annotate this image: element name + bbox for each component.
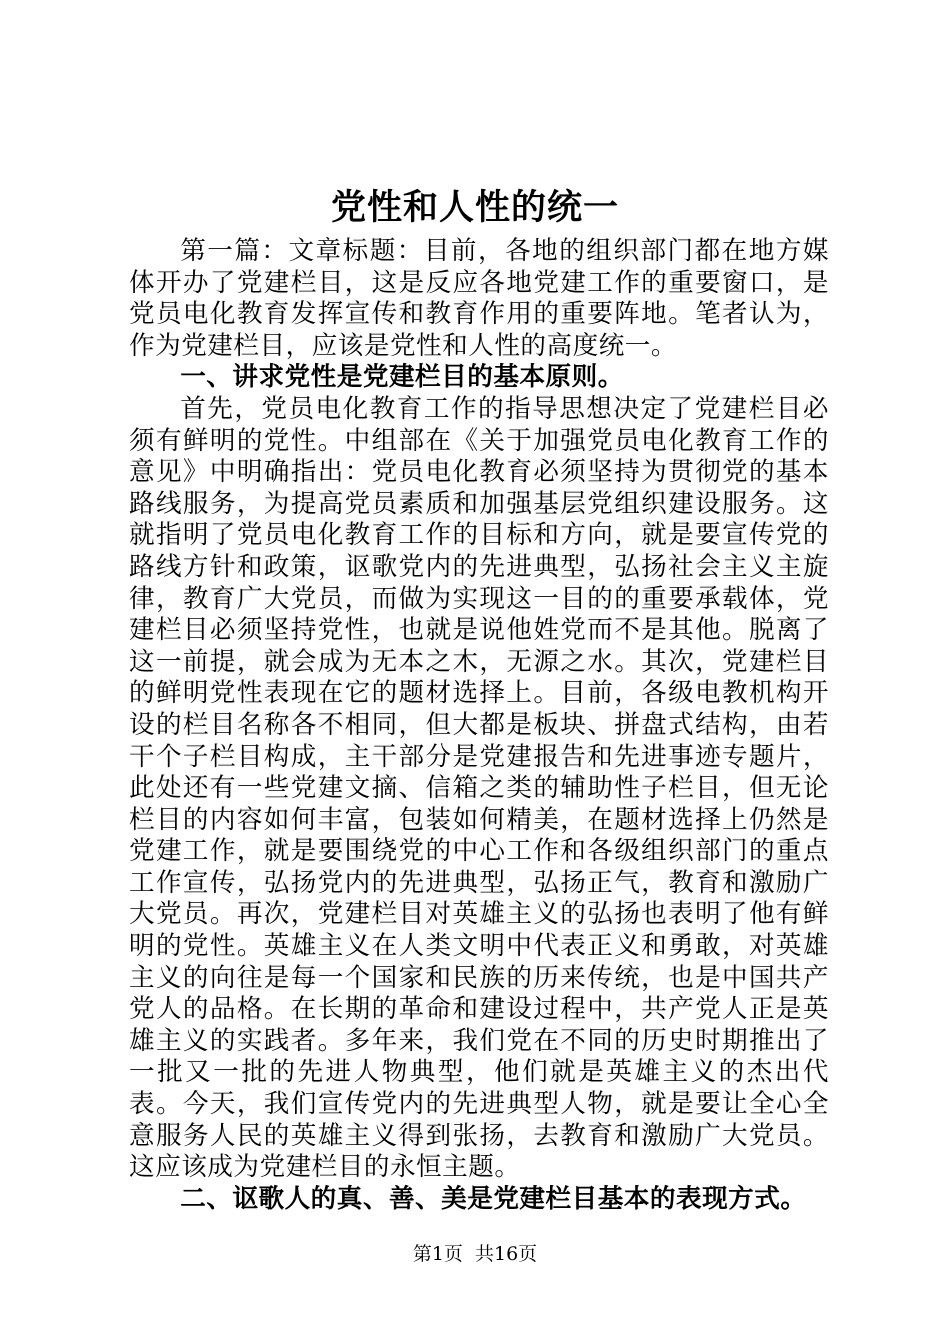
document-title: 党性和人性的统一 [330,187,619,228]
page-footer [0,1240,950,1268]
body-paragraph-section-1: 首先，党员电化教育工作的指导思想决定了党建栏目必须有鲜明的党性。中组部在《关于加强党员电化教育工作的意见》中明确指出：党员电化教育必须坚持为贯彻党的基本路线服务，为提高党员素质和加强基层党组织建设服务。这就指明了党员电化教育工作的目标和方向，就是要宣传党的路线方针和政策，讴歌党内的先进典型，弘扬社会主义主旋律，教育广大党员，而做为实现这一目的的重要承载体，党建栏目必须坚持党性，也就是说他姓党而不是其他。脱离了这一前提，就会成为无本之木，无源之水。其次，党建栏目的鲜明党性表现在它的题材选择上。目前，各级电教机构开设的栏目名称各不相同，但大都是板块、拼盘式结构，由若干个子栏目构成，主干部分是党建报告和先进事迹专题片，此处还有一些党建文摘、信箱之类的辅助性子栏目，但无论栏目的内容如何丰富，包装如何精美，在题材选择上仍然是党建工作，就是要围绕党的中心工作和各级组织部门的重点工作宣传，弘扬党内的先进典型，弘扬正气，教育和激励广大党员。再次，党建栏目对英雄主义的弘扬也表明了他有鲜明的党性。英雄主义在人类文明中代表正义和勇敢，对英雄主义的向往是每一个国家和民族的历来传统，也是中国共产党人的品格。在长期的革命和建设过程中，共产党人正是英雄主义的实践者。多年来，我们党在不同的历史时期推出了一批又一批的先进人物典型，他们就是英雄主义的杰出代表。今天，我们宣传党内的先进典型人物，就是要让全心全意服务人民的英雄主义得到张扬，去教育和激励广大党员。这应该成为党建栏目的永恒主题。 [129,393,829,1183]
page-number: 第1页 [412,1243,463,1265]
body-paragraph-intro: 第一篇：文章标题：目前，各地的组织部门都在地方媒体开办了党建栏目，这是反应各地党建工作的重要窗口，是党员电化教育发挥宣传和教育作用的重要阵地。笔者认为，作为党建栏目，应该是党性和人性的高度统一。 [129,236,829,361]
document-body [129,236,829,1215]
page-total: 共16页 [475,1243,538,1265]
section-heading-2: 二、讴歌人的真、善、美是党建栏目基本的表现方式。 [180,1183,807,1214]
footer-spacer [463,1243,475,1265]
section-heading-1: 一、讲求党性是党建栏目的基本原则。 [180,362,624,393]
